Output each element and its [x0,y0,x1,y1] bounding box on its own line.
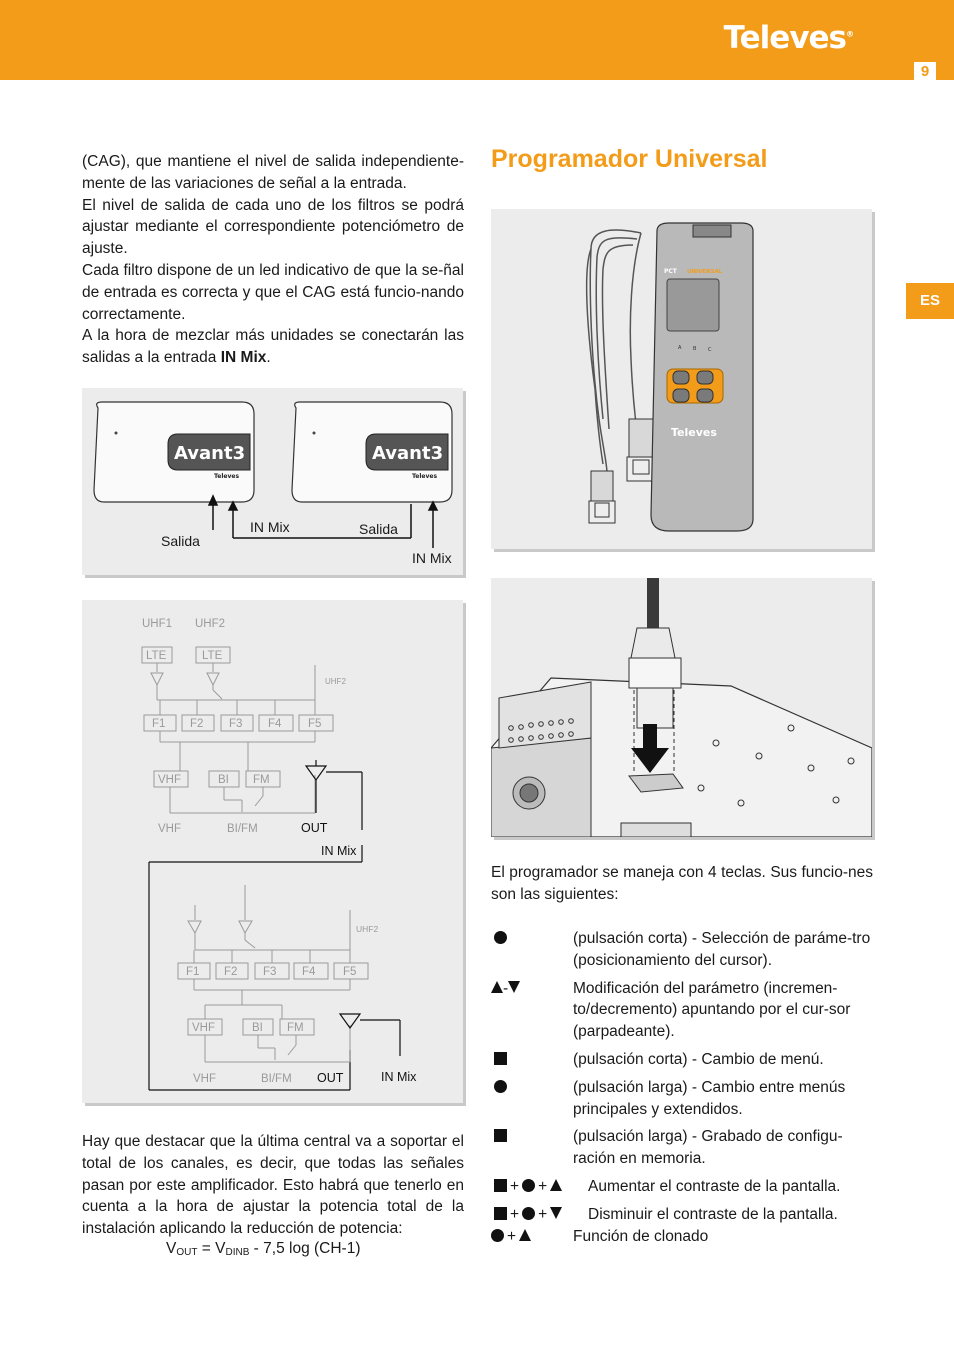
paragraph: (CAG), que mantiene el nivel de salida independiente-mente de las variaciones de señal a la entrada. [82,153,464,192]
uhf2-side-label: UHF2 [325,677,346,686]
figure-programmer [491,209,872,549]
key-a-label: A [678,345,682,351]
vhf-label: VHF [158,823,181,835]
intro-text [82,151,464,369]
paragraph [82,325,464,369]
filter-label: F3 [229,718,243,730]
programmer-device [651,223,753,531]
filter-label: F2 [224,966,238,978]
square-icon [494,1129,507,1142]
bi-block-label: BI [252,1022,263,1034]
mix-sentence: A la hora de mezclar más unidades se conectarán las salidas a la entrada [82,327,464,367]
salida-label: Salida [359,521,398,537]
circle-icon [522,1207,535,1220]
filter-label: F2 [190,718,204,730]
arrow-up-icon [519,1229,531,1241]
section-title: Programador Universal [491,145,768,173]
salida-label: Salida [161,533,200,549]
arrow-up-icon [491,981,503,993]
function-item: - Modificación del parámetro (incremen-to/decremento) apuntando por el cur-sor (parpadeante). [491,978,873,1043]
function-list [491,928,873,1253]
function-item: + + Aumentar el contraste de la pantalla. [491,1176,873,1198]
page-number: 9 [914,62,936,82]
function-item: + + Disminuir el contraste de la pantalla. [491,1204,873,1226]
function-item [491,1049,873,1071]
arrow-up-icon [550,1179,562,1191]
function-item [491,1077,873,1121]
filter-label: F5 [343,966,357,978]
paragraph: Hay que destacar que la última central va a soportar el total de los canales, es decir, que todas las señales pasan por este amplificador. Esto habrá que tenerlo en cuenta a la hora de ajustar la potencia total de la instalación aplicando la reducción de potencia: [82,1133,464,1238]
bi-block-label: BI [218,774,229,786]
key-b-label: B [693,346,697,352]
rj-connector-right [627,419,655,481]
key-c-label: C [708,347,712,353]
square-icon [494,1179,507,1192]
fm-block-label: FM [253,774,270,786]
avant-unit-left [94,402,254,502]
in-mix-label: IN Mix [412,550,452,566]
square-icon [494,1052,507,1065]
avant-brand-text: Televes [412,473,438,480]
programmer-intro [491,862,873,906]
lte-block-label: LTE [146,650,167,662]
filter-label: F5 [308,718,322,730]
in-mix-label: IN Mix [321,844,357,858]
filter-label: F4 [302,966,316,978]
closing-text [82,1131,464,1240]
connection-lines [209,496,437,548]
out-label: OUT [301,821,328,835]
avant-logo-text: Avant3 [174,443,246,464]
filter-label: F1 [186,966,200,978]
in-mix-label: IN Mix [381,1070,417,1084]
paragraph: El nivel de salida de cada uno de los filtros se podrá ajustar mediante el correspondiente potenciómetro de ajuste. [82,196,464,258]
function-description: (pulsación larga) - Cambio entre menús principales y extendidos. [573,1078,846,1118]
vhf-block-label: VHF [192,1022,215,1034]
paragraph: Cada filtro dispone de un led indicativo de que la se-ñal de entrada es correcta y que el CAG está funcio-nando correctamente. [82,261,464,323]
avant-unit-right [292,402,452,502]
circle-icon [494,931,507,944]
function-description: (pulsación corta) - Cambio de menú. [573,1050,824,1068]
filter-label: F4 [268,718,282,730]
filter-label: F1 [152,718,166,730]
vhf-label: VHF [193,1073,216,1085]
function-description: Función de clonado [573,1227,709,1245]
in-mix-bold: IN Mix [220,349,267,367]
in-mix-label: IN Mix [250,519,290,535]
bifm-label: BI/FM [227,823,258,835]
lte-block-label: LTE [202,650,223,662]
filter-label: F3 [263,966,277,978]
paragraph: El programador se maneja con 4 teclas. Sus funcio-nes son las siguientes: [491,864,873,903]
universal-label: UNIVERSAL [687,269,723,275]
circle-icon [491,1229,504,1242]
circle-icon [522,1179,535,1192]
function-item [491,1126,873,1170]
figure-connection-photo [491,578,872,837]
function-description: (pulsación larga) - Grabado de configu-ración en memoria. [573,1128,843,1168]
device-chassis [491,678,872,837]
arrow-down-icon [508,981,520,993]
fm-block-label: FM [287,1022,304,1034]
pct-label: PCT [664,268,677,275]
out-label: OUT [317,1071,344,1085]
key-up[interactable] [697,371,713,384]
arrow-down-icon [550,1207,562,1219]
language-tab[interactable]: ES [906,283,954,319]
avant-brand-text: Televes [214,473,240,480]
function-description: Disminuir el contraste de la pantalla. [588,1205,838,1223]
brand-logo: Televes® [723,20,854,56]
rj-connector-left [589,471,615,523]
uhf1-label: UHF1 [142,618,173,630]
square-icon [494,1207,507,1220]
figure-avant-connection [82,388,463,575]
uhf2-side-label: UHF2 [356,924,379,934]
bifm-label: BI/FM [261,1073,292,1085]
function-item [491,928,873,972]
figure-block-diagram [82,600,463,1103]
brand-logo-text: Televes [723,20,846,56]
function-description: (pulsación corta) - Selección de paráme-tro (posicionamiento del cursor). [573,930,871,969]
avant-logo-text: Avant3 [372,443,444,464]
power-formula: $V_{OUT} = V_{DINB} - 7,5$ log (CH-1) [166,1240,361,1258]
uhf2-label: UHF2 [195,618,226,630]
mix-end: . [266,349,271,367]
key-circle[interactable] [673,371,689,384]
programmer-brand: Televes [671,426,717,439]
key-down[interactable] [697,389,713,402]
function-item: + Función de clonado [491,1226,873,1248]
vhf-block-label: VHF [158,774,181,786]
key-square[interactable] [673,389,689,402]
function-description: Modificación del parámetro (incremen-to/decremento) apuntando por el cur-sor (parpadeante). [573,979,851,1041]
function-description: Aumentar el contraste de la pantalla. [588,1177,841,1195]
circle-icon [494,1080,507,1093]
